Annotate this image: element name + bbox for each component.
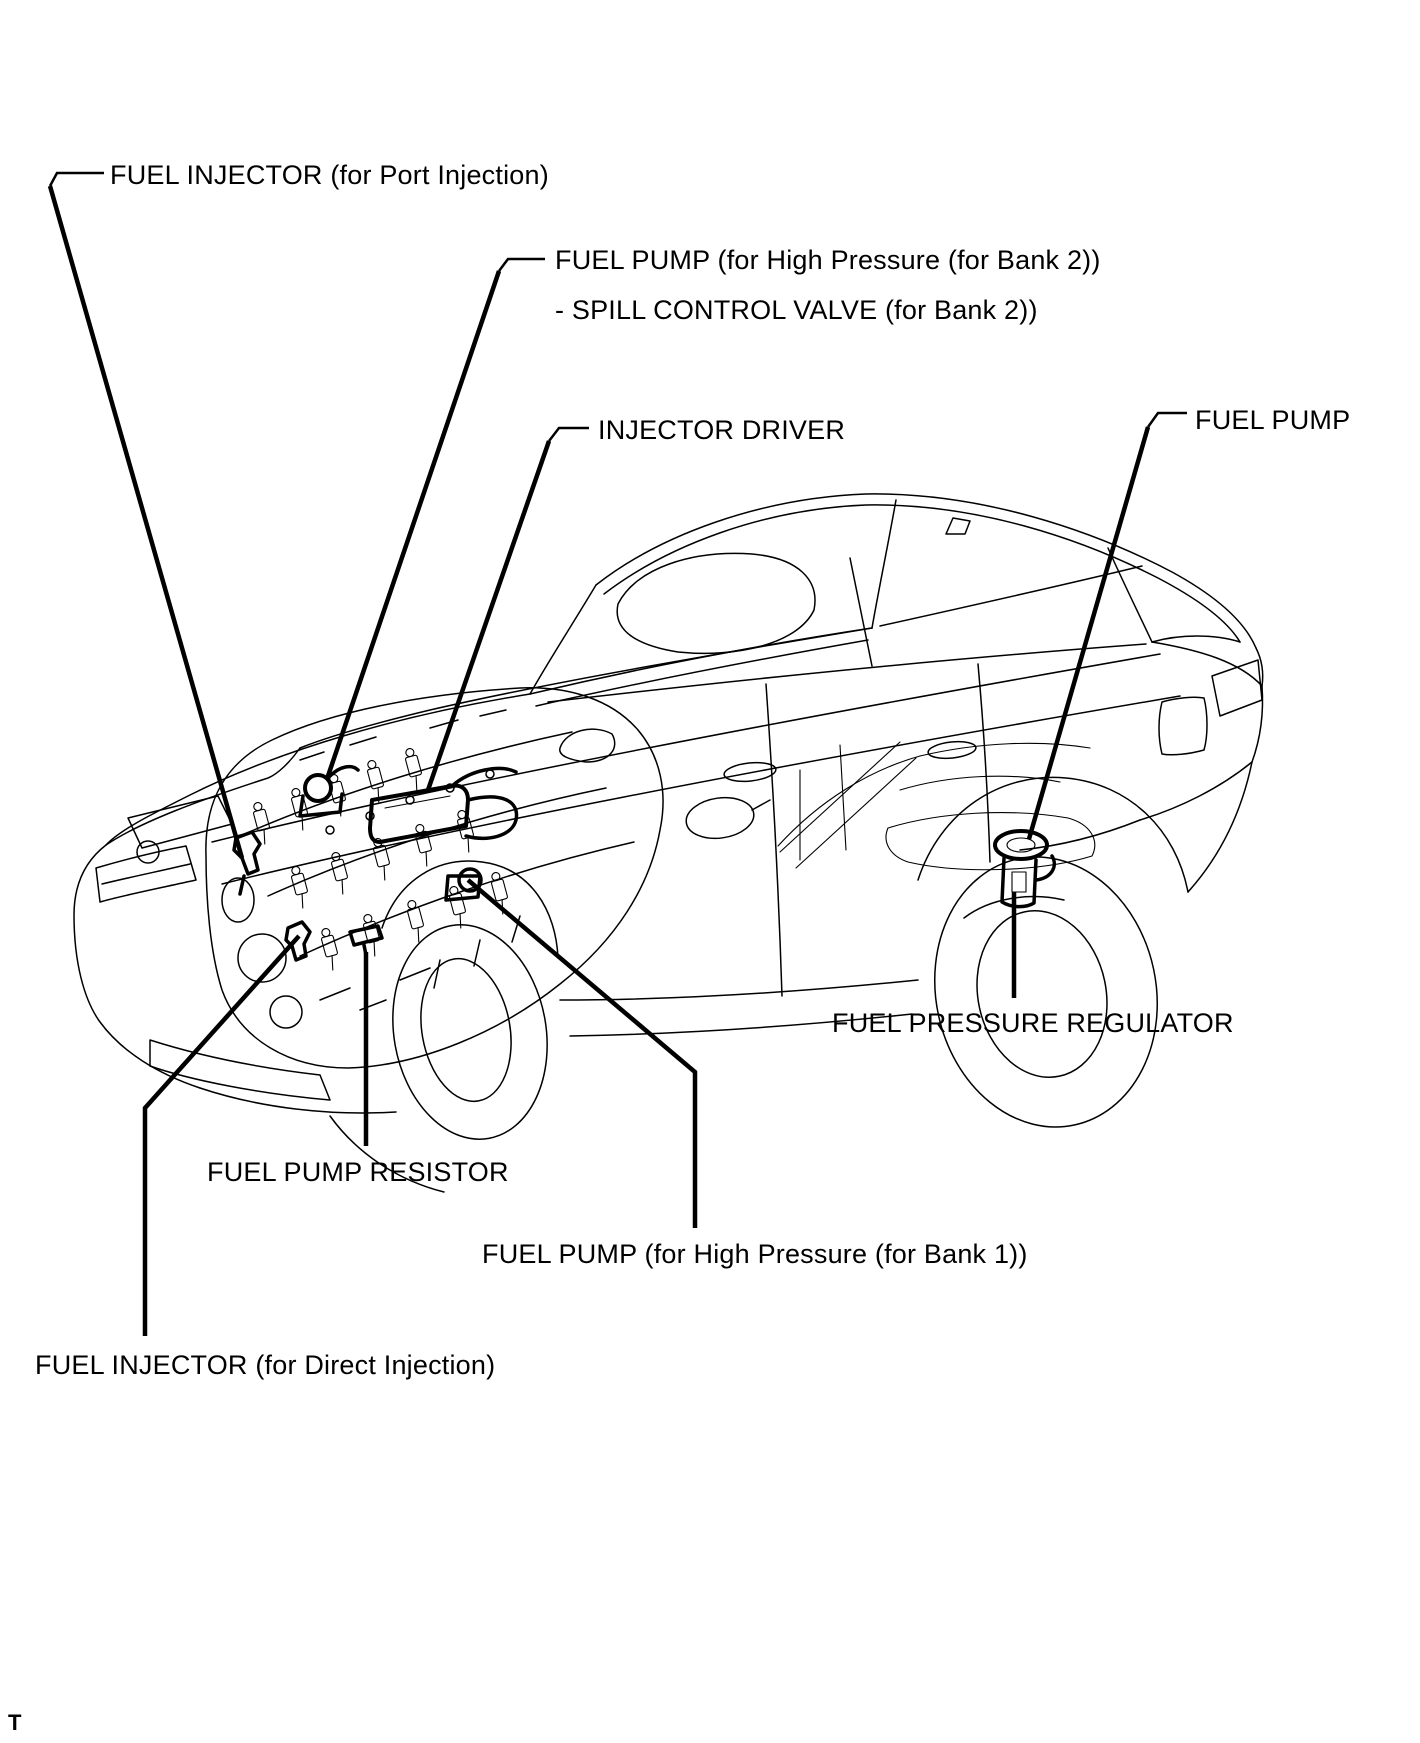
label-fuel-pump: FUEL PUMP [1195, 405, 1351, 435]
label-fuel-pump-resistor: FUEL PUMP RESISTOR [207, 1157, 509, 1187]
label-port-injector: FUEL INJECTOR (for Port Injection) [110, 160, 549, 190]
leader-injector-driver [428, 428, 589, 790]
label-spill-control-valve-bank2: - SPILL CONTROL VALVE (for Bank 2)) [555, 295, 1038, 325]
fuel-pump-assembly [995, 831, 1054, 907]
direct-fuel-injector-part [286, 922, 310, 960]
leader-fuel-pump [1029, 413, 1187, 839]
label-hp-pump-bank1: FUEL PUMP (for High Pressure (for Bank 1)) [482, 1239, 1028, 1269]
label-direct-injector: FUEL INJECTOR (for Direct Injection) [35, 1350, 496, 1380]
leader-port-injector [50, 173, 242, 858]
label-injector-driver: INJECTOR DRIVER [598, 415, 846, 445]
page-footnote-marker: T [8, 1710, 22, 1735]
engine-illustration [206, 688, 663, 1068]
leader-direct-injector [145, 936, 299, 1336]
label-hp-pump-bank2: FUEL PUMP (for High Pressure (for Bank 2)) [555, 245, 1101, 275]
car-body-outline [74, 494, 1263, 1192]
label-fuel-pressure-regulator: FUEL PRESSURE REGULATOR [832, 1008, 1234, 1038]
leader-hp-pump-bank2 [327, 259, 545, 779]
